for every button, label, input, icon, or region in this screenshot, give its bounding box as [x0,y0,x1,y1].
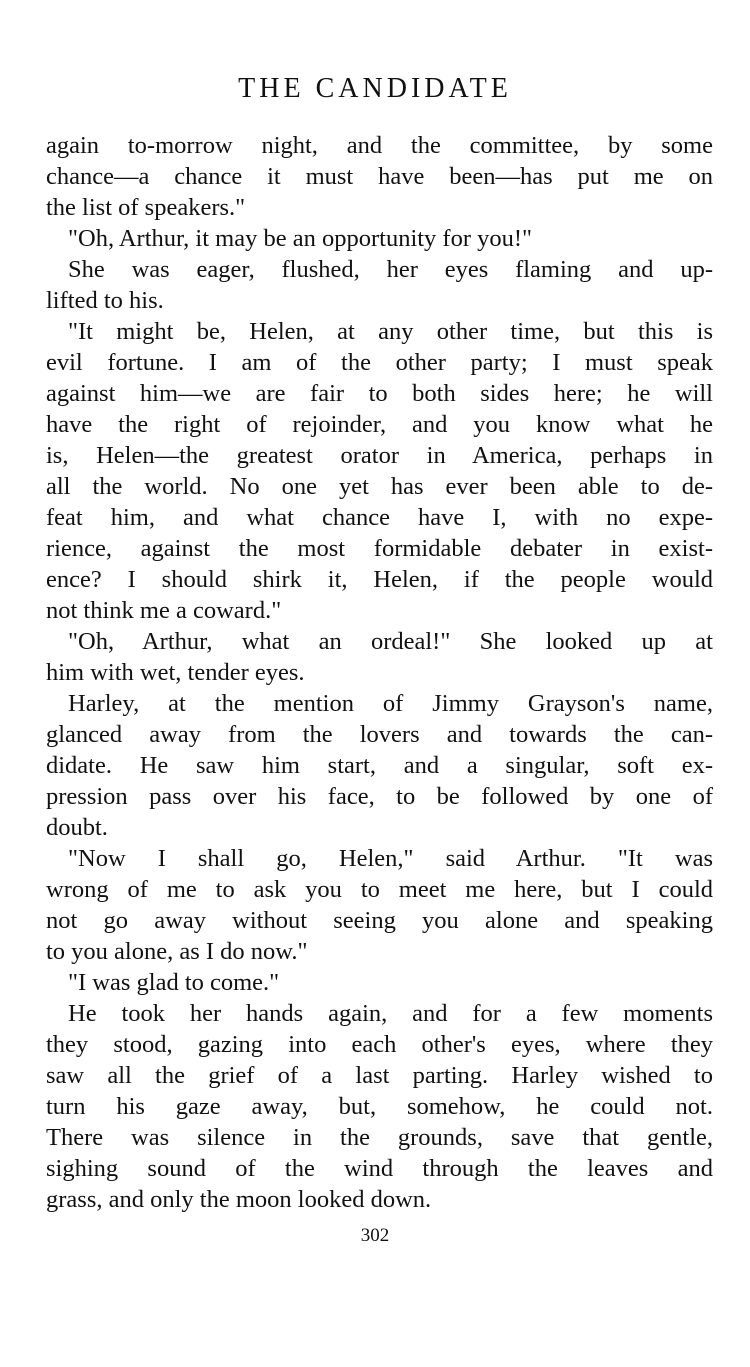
text-line: Harley, at the mention of Jimmy Grayson's name, [68,690,713,717]
text-line: him with wet, tender eyes. [46,659,305,686]
text-line: She was eager, flushed, her eyes flaming and up- [68,256,713,283]
body-text [46,130,713,1215]
text-line: "I was glad to come." [68,969,280,996]
text-line: There was silence in the grounds, save that gentle, [46,1124,713,1151]
text-line: "Now I shall go, Helen," said Arthur. "It was [68,845,713,872]
text-line: have the right of rejoinder, and you know what he [46,411,713,438]
text-line: pression pass over his face, to be followed by one of [46,783,713,810]
text-line: lifted to his. [46,287,164,314]
running-title: THE CANDIDATE [238,73,512,104]
text-line: doubt. [46,814,108,841]
page-number: 302 [360,1225,390,1246]
text-line: feat him, and what chance have I, with no expe- [46,504,713,531]
text-line: didate. He saw him start, and a singular, soft ex- [46,752,713,779]
text-line: He took her hands again, and for a few moments [68,1000,713,1027]
text-line: is, Helen—the greatest orator in America, perhaps in [46,442,713,469]
text-line: "Oh, Arthur, it may be an opportunity for you!" [68,225,533,252]
text-line: ence? I should shirk it, Helen, if the people would [46,566,713,593]
text-line: all the world. No one yet has ever been able to de- [46,473,713,500]
text-line: glanced away from the lovers and towards the can- [46,721,713,748]
text-line: the list of speakers." [46,194,246,221]
text-line: not think me a coward." [46,597,282,624]
text-line: against him—we are fair to both sides here; he will [46,380,713,407]
text-line: turn his gaze away, but, somehow, he could not. [46,1093,713,1120]
text-line: saw all the grief of a last parting. Harley wished to [46,1062,713,1089]
text-line: not go away without seeing you alone and speaking [46,907,713,934]
text-line: again to-morrow night, and the committee, by some [46,132,713,159]
text-line: evil fortune. I am of the other party; I must speak [46,349,713,376]
text-line: sighing sound of the wind through the leaves and [46,1155,713,1182]
text-line: wrong of me to ask you to meet me here, but I could [46,876,713,903]
text-line: to you alone, as I do now." [46,938,308,965]
text-line: chance—a chance it must have been—has put me on [46,163,713,190]
text-line: rience, against the most formidable debater in exist- [46,535,713,562]
text-line: grass, and only the moon looked down. [46,1186,432,1213]
text-line: they stood, gazing into each other's eyes, where they [46,1031,713,1058]
text-line: "Oh, Arthur, what an ordeal!" She looked up at [68,628,713,655]
text-line: "It might be, Helen, at any other time, but this is [68,318,713,345]
